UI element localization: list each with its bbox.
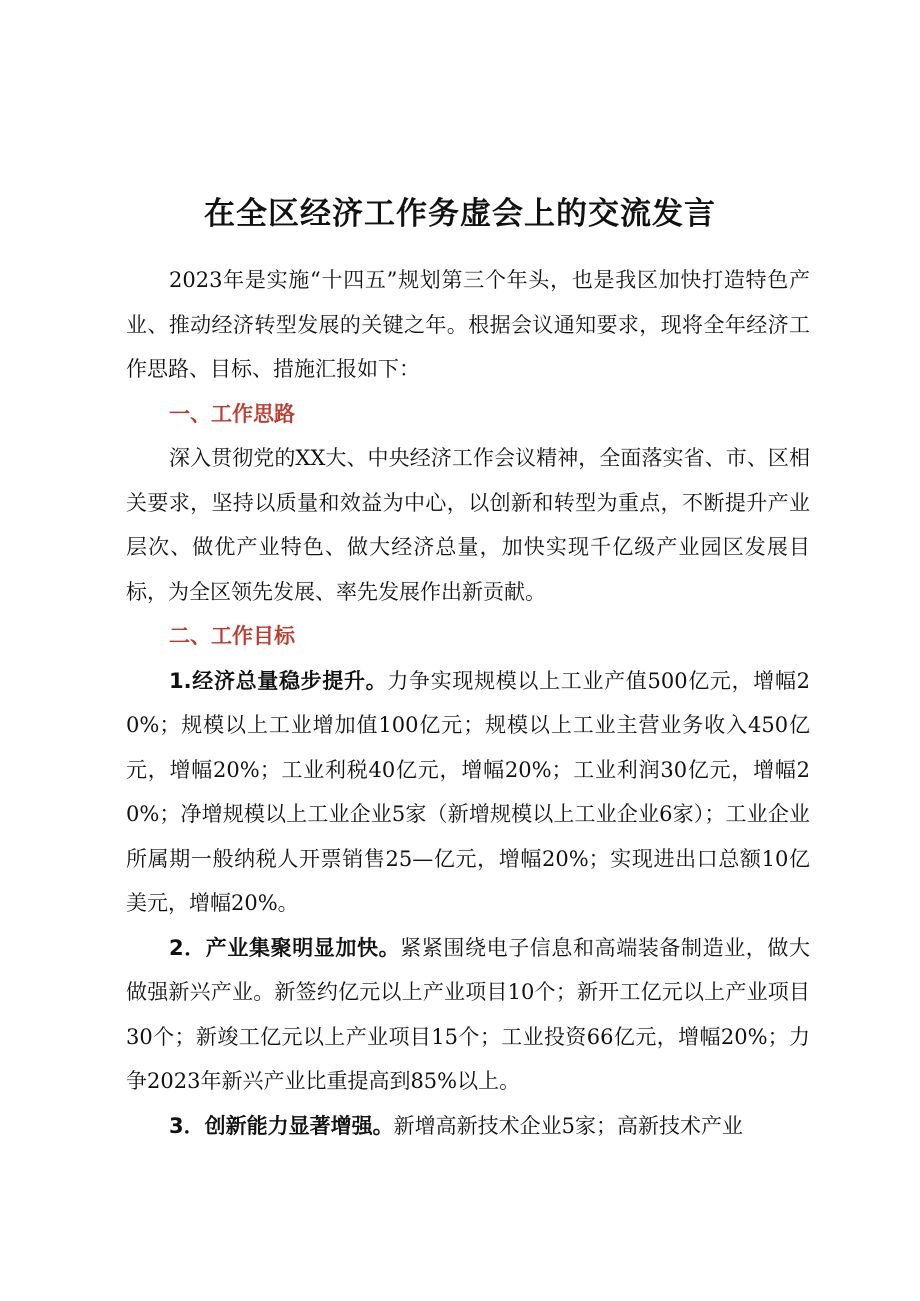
goal-item-2-text: 紧紧围绕电子信息和高端装备制造业，做大做强新兴产业。新签约亿元以上产业项目10个；新开工亿元以上产业项目30个；新竣工亿元以上产业项目15个；工业投资66亿元，增幅20%；力争2023年新兴产业比重提高到85%以上。 bbox=[126, 935, 810, 1093]
work-ideas-paragraph: 深入贯彻党的XX大、中央经济工作会议精神，全面落实省、市、区相关要求，坚持以质量和效益为中心，以创新和转型为重点，不断提升产业层次、做优产业特色、做大经济总量，加快实现千亿级产业园区发展目标，为全区领先发展、率先发展作出新贡献。 bbox=[126, 446, 810, 604]
goal-item-1-text: 力争实现规模以上工业产值500亿元，增幅20%；规模以上工业增加值100亿元；规模以上工业主营业务收入450亿元，增幅20%；工业利税40亿元，增幅20%；工业利润30亿元，增幅20%；净增规模以上工业企业5家（新增规模以上工业企业6家）；工业企业所属期一般纳税人开票销售25—亿元，增幅20%；实现进出口总额10亿美元，增幅20%。 bbox=[126, 668, 810, 915]
section-heading-work-goals: 二、工作目标 bbox=[169, 624, 295, 648]
goal-item-1-lead: 1.经济总量稳步提升。 bbox=[169, 668, 388, 693]
goal-item-3 bbox=[126, 1104, 810, 1149]
goal-item-1 bbox=[126, 659, 810, 926]
goal-item-2-lead: 2．产业集聚明显加快。 bbox=[169, 935, 401, 960]
goal-item-3-text: 新增高新技术企业5家；高新技术产业 bbox=[393, 1113, 743, 1138]
intro-paragraph: 2023年是实施“十四五”规划第三个年头，也是我区加快打造特色产业、推动经济转型发展的关键之年。根据会议通知要求，现将全年经济工作思路、目标、措施汇报如下： bbox=[126, 268, 810, 381]
document-body bbox=[126, 258, 810, 1148]
goal-item-2 bbox=[126, 926, 810, 1104]
document-title: 在全区经济工作务虚会上的交流发言 bbox=[204, 196, 716, 232]
goal-item-3-lead: 3．创新能力显著增强。 bbox=[169, 1113, 394, 1138]
section-heading-work-ideas: 一、工作思路 bbox=[169, 401, 295, 426]
